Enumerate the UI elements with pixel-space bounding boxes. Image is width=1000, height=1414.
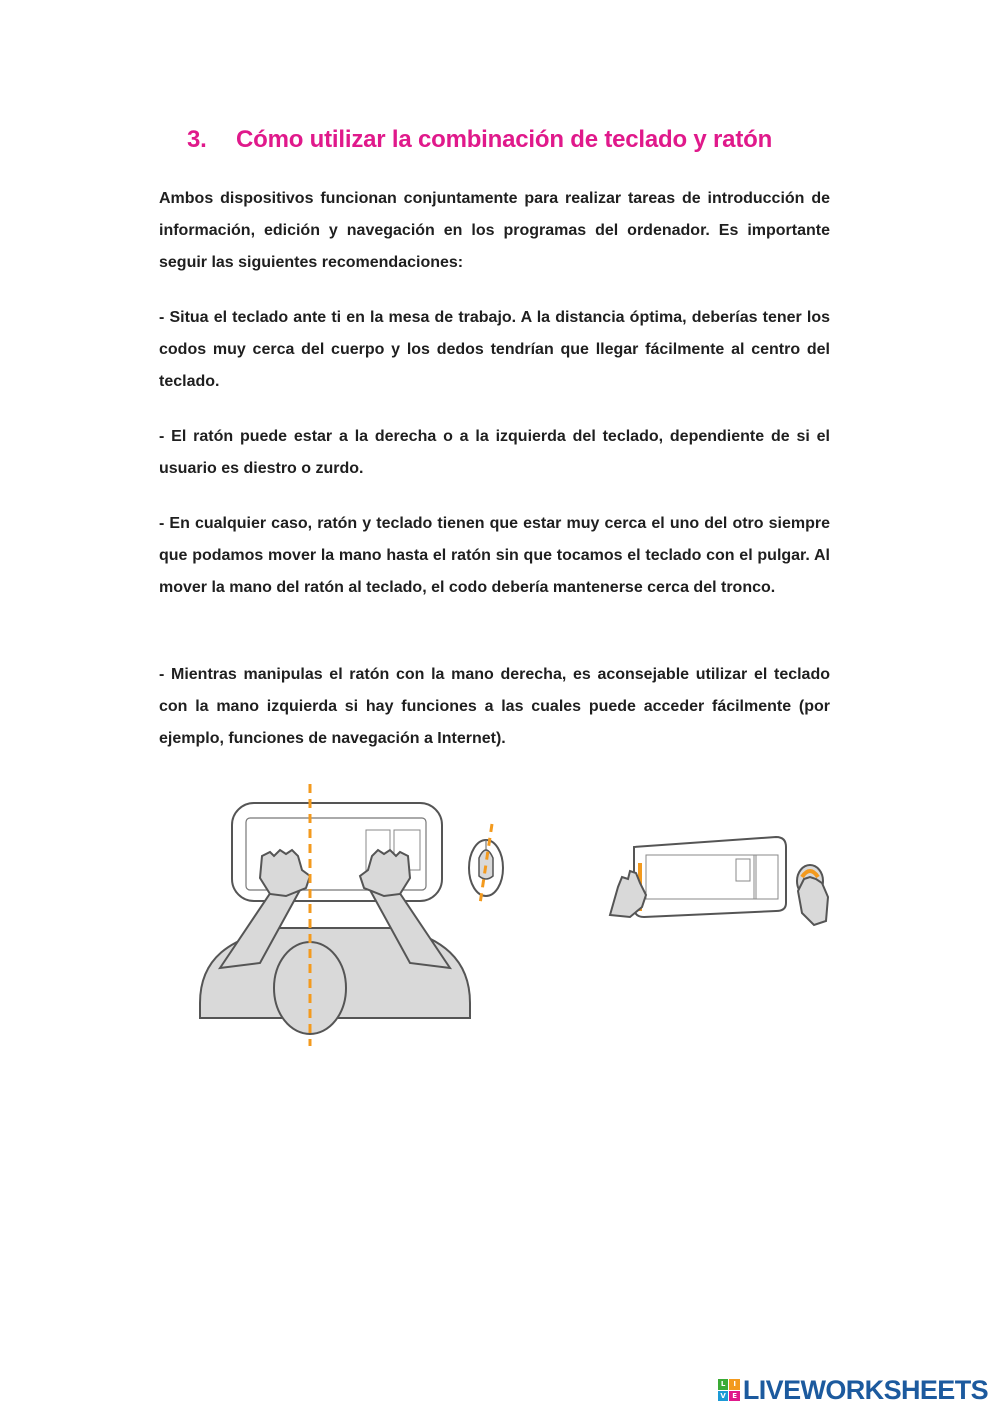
side-view-hands-illustration (600, 825, 840, 935)
right-hand-on-mouse-shape (798, 877, 828, 925)
recommendation-left-hand-keyboard: - Mientras manipulas el ratón con la mano derecha, es aconsejable utilizar el teclado con la mano izquierda si hay funciones a las cuales puede acceder fácilmente (por ejemplo, funciones de navegación a Internet). (159, 666, 830, 747)
keyboard-perspective-shape (634, 837, 786, 917)
liveworksheets-brand (718, 1374, 988, 1406)
recommendation-mouse-side: - El ratón puede estar a la derecha o a la izquierda del teclado, dependiente de si el usuario es diestro o zurdo. (159, 428, 830, 477)
section-number: 3. (187, 126, 207, 153)
liveworksheets-logo-icon: L I V E (718, 1379, 740, 1401)
top-view-posture-illustration (190, 778, 520, 1050)
intro-paragraph: Ambos dispositivos funcionan conjuntamente para realizar tareas de introducción de información, edición y navegación en los programas del ordenador. Es importante seguir las siguientes recomendaciones: (159, 190, 830, 271)
section-title: Cómo utilizar la combinación de teclado y ratón (236, 126, 773, 153)
section-heading (187, 126, 887, 154)
liveworksheets-wordmark: LIVEWORKSHEETS (742, 1374, 988, 1405)
recommendation-mouse-proximity: - En cualquier caso, ratón y teclado tienen que estar muy cerca el uno del otro siempre que podamos mover la mano hasta el ratón sin que tocamos el teclado con el pulgar. Al mover la mano del ratón al teclado, el codo debería mantenerse cerca del tronco. (159, 515, 830, 596)
recommendation-keyboard-position: - Situa el teclado ante ti en la mesa de trabajo. A la distancia óptima, deberías tener los codos muy cerca del cuerpo y los dedos tendrían que llegar fácilmente al centro del teclado. (159, 309, 830, 390)
